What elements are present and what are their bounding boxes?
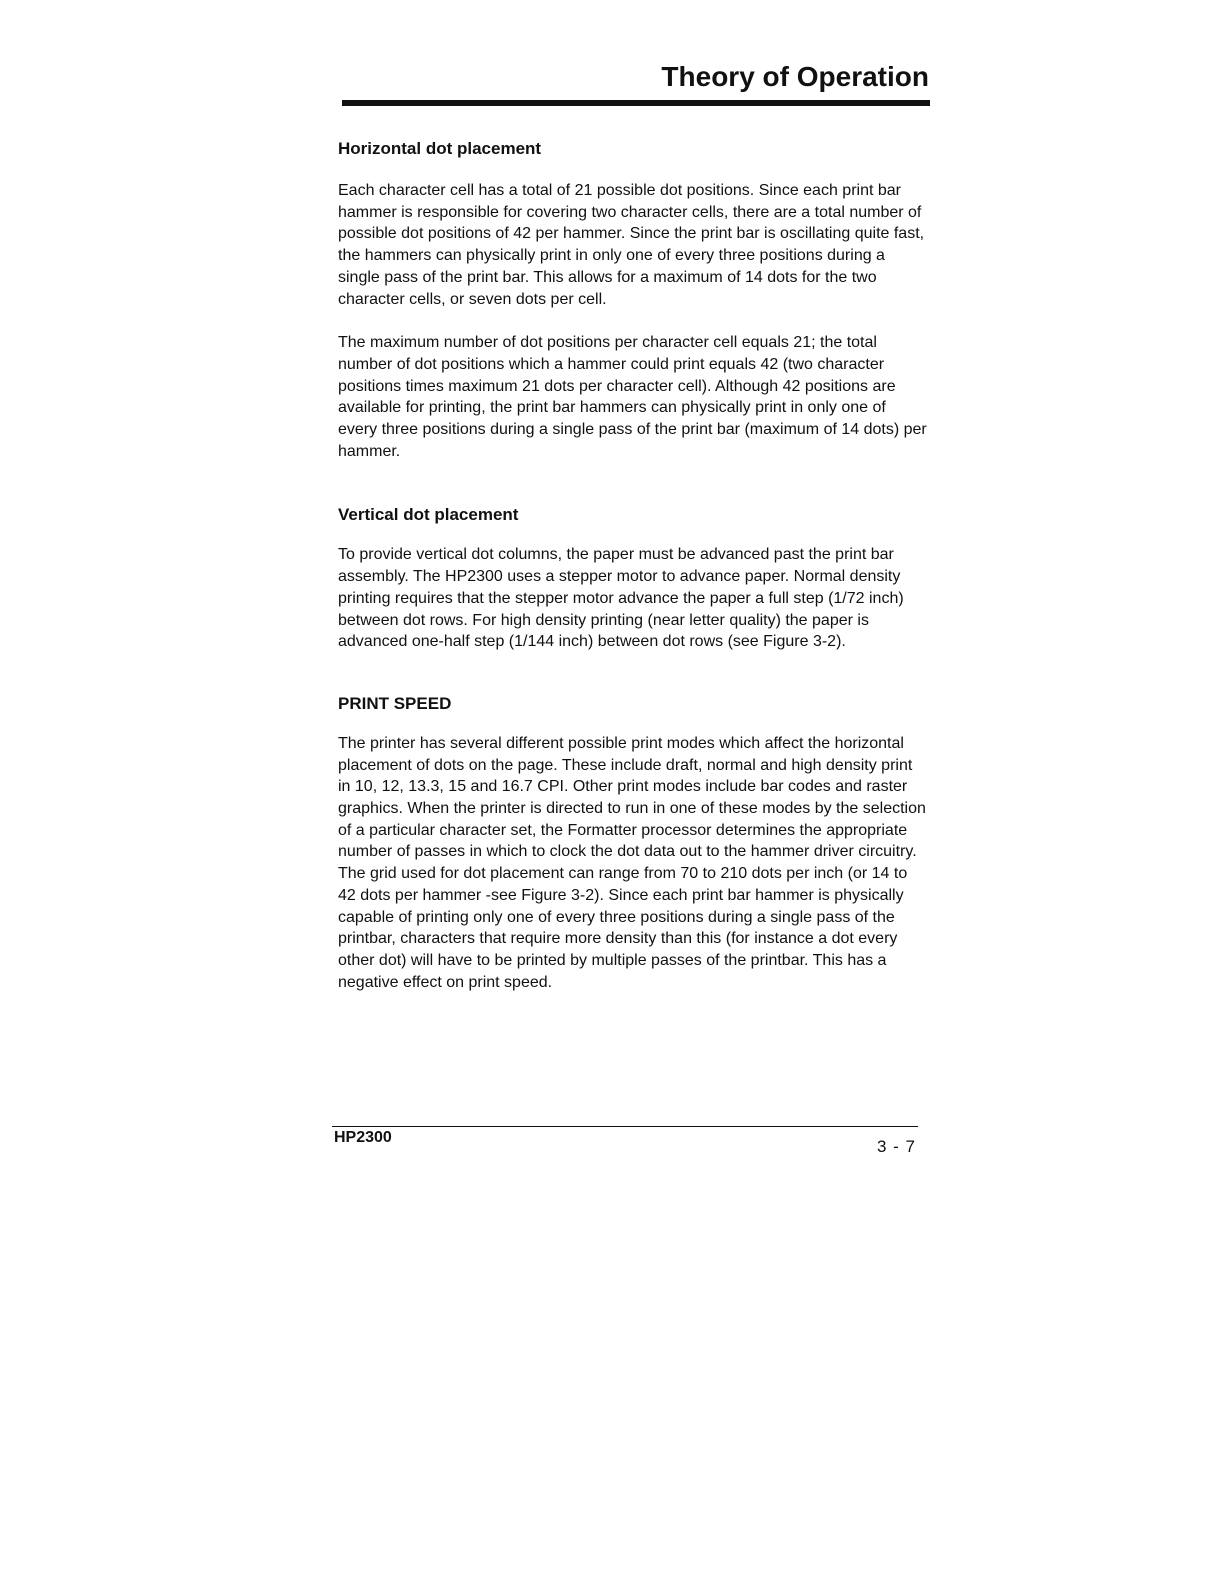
section-vertical-dot-placement xyxy=(338,500,928,653)
page-content xyxy=(338,134,928,993)
paragraph: To provide vertical dot columns, the paper must be advanced past the print bar assembly. The HP2300 uses a stepper motor to advance paper. Normal density printing requires that the stepper motor advance the paper a full step (1/72 inch) between dot rows. For high density printing (near letter quality) the paper is advanced one-half step (1/144 inch) between dot rows (see Figure 3-2). xyxy=(338,546,904,651)
section-heading: Vertical dot placement xyxy=(338,505,519,525)
section-print-speed xyxy=(338,689,928,993)
page-header xyxy=(342,58,930,106)
footer-page-number: 3 - 7 xyxy=(876,1137,916,1156)
section-heading: PRINT SPEED xyxy=(338,693,452,713)
paragraph: The printer has several different possible print modes which affect the horizontal placement of dots on the page. These include draft, normal and high density print in 10, 12, 13.3, 15 and 16.7 CPI. Other print modes include bar codes and raster graphics. When the printer is directed to run in one of these modes by the selection of a particular character set, the Formatter processor determines the appropriate number of passes in which to clock the dot data out to the hammer driver circuitry. The grid used for dot placement can range from 70 to 210 dots per inch (or 14 to 42 dots per hammer -see Figure 3-2). Since each print bar hammer is physically capable of printing only one of every three positions during a single pass of the printbar, characters that require more density than this (for instance a dot every other dot) will have to be printed by multiple passes of the printbar. This has a negative effect on print speed. xyxy=(338,734,926,991)
section-heading: Horizontal dot placement xyxy=(338,139,542,158)
header-rule xyxy=(342,100,930,106)
section-horizontal-dot-placement xyxy=(338,134,928,462)
page-title: Theory of Operation xyxy=(661,61,929,92)
paragraph: Each character cell has a total of 21 possible dot positions. Since each print bar hammer is responsible for covering two character cells, there are a total number of possible dot positions of 42 per hammer. Since the print bar is oscillating quite fast, the hammers can physically print in only one of every three positions during a single pass of the print bar. This allows for a maximum of 14 dots for the two character cells, or seven dots per cell. xyxy=(338,182,925,308)
paragraph: The maximum number of dot positions per character cell equals 21; the total number of dot positions which a hammer could print equals 42 (two character positions times maximum 21 dots per character cell). Although 42 positions are available for printing, the print bar hammers can physically print in only one of every three positions during a single pass of the print bar (maximum of 14 dots) per hammer. xyxy=(338,334,927,460)
footer-row xyxy=(332,1127,918,1157)
footer-document-name: HP2300 xyxy=(334,1129,392,1146)
page-footer xyxy=(332,1126,918,1157)
